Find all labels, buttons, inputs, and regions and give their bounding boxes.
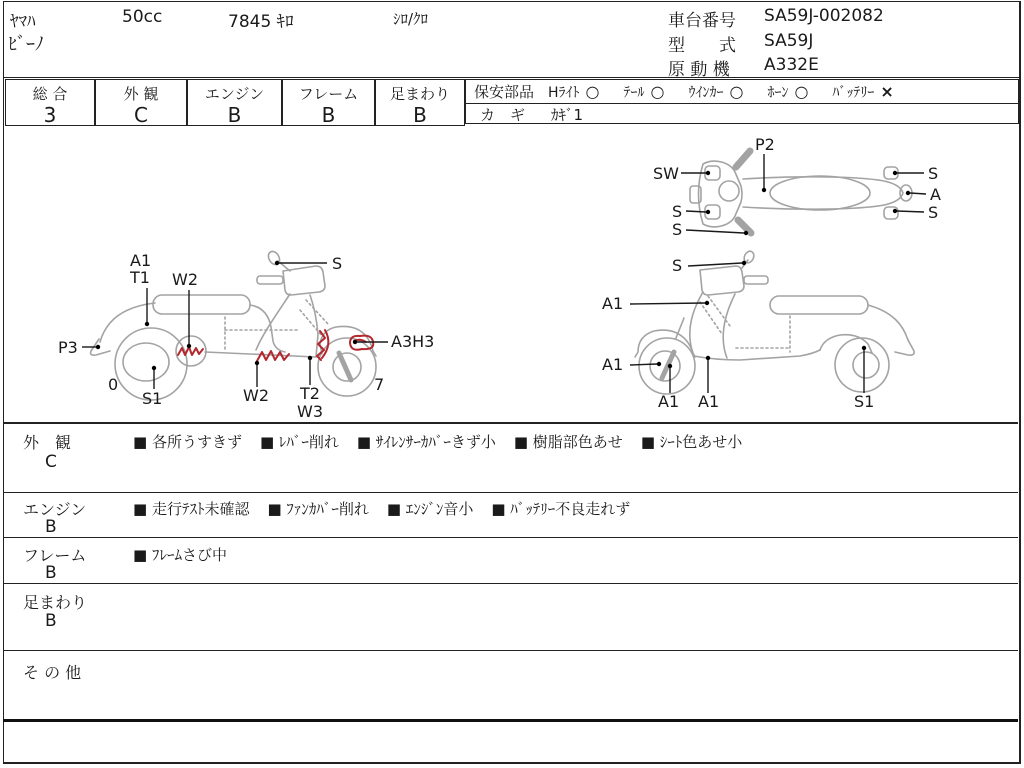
grade-label: 総 合 xyxy=(32,85,68,103)
engine-number: A332E xyxy=(764,55,819,75)
status-ng-icon: × xyxy=(880,81,894,101)
scooter-side-view-left xyxy=(602,250,914,411)
section-grade: B xyxy=(45,611,57,631)
mark-label: A1 xyxy=(602,355,624,374)
mark-label: S xyxy=(672,256,683,275)
mark-label: 0 xyxy=(108,375,119,394)
section-other xyxy=(3,650,1018,722)
mark-label: S xyxy=(928,164,939,183)
status-ok-icon: ○ xyxy=(794,81,809,101)
condition-item: ■ ｴﾝｼﾞﾝ音小 xyxy=(386,500,474,518)
mark-label: W2 xyxy=(172,270,198,289)
maker-name: ﾔﾏﾊ xyxy=(10,12,36,32)
condition-item: ■ ﾌｧﾝｶﾊﾞｰ削れ xyxy=(267,500,369,518)
condition-item: ■ ﾌﾚｰﾑさび中 xyxy=(133,546,227,564)
section-label: 足まわり xyxy=(23,593,88,612)
displacement: 50cc xyxy=(122,7,163,27)
mark-label: A1 xyxy=(130,251,152,270)
scooter-side-view-right xyxy=(58,249,434,421)
condition-item: ■ ｻｲﾚﾝｻｰｶﾊﾞｰきず小 xyxy=(356,433,496,451)
safety-item-name: ﾃｰﾙ xyxy=(623,84,645,101)
safety-item-name: Hﾗｲﾄ xyxy=(548,84,580,101)
damage-mark-w2-hub xyxy=(178,347,203,355)
mark-label: T2 xyxy=(300,384,320,403)
mark-label: W3 xyxy=(297,402,323,421)
condition-item: ■ ﾚﾊﾞｰ削れ xyxy=(259,433,339,451)
mark-label: A xyxy=(930,185,941,204)
section-engine xyxy=(3,492,1018,538)
mark-label: A1 xyxy=(658,392,680,411)
section-frame xyxy=(3,537,1018,584)
mark-label: P2 xyxy=(755,135,775,154)
grade-value: B xyxy=(227,103,242,127)
mark-label: W2 xyxy=(243,386,269,405)
status-ok-icon: ○ xyxy=(585,81,600,101)
scooter-top-view xyxy=(653,135,941,239)
type-number: SA59J xyxy=(764,31,814,51)
grade-label: 外 観 xyxy=(123,85,159,103)
section-label: エンジン xyxy=(23,500,87,519)
section-grade: C xyxy=(45,452,57,472)
grade-label: フレーム xyxy=(298,85,359,103)
section-label: そ の 他 xyxy=(23,663,82,682)
section-undercarriage xyxy=(3,583,1018,651)
condition-item: ■ ﾊﾞｯﾃﾘｰ不良走れず xyxy=(491,500,631,518)
status-ok-icon: ○ xyxy=(650,81,665,101)
mark-label: A1 xyxy=(698,392,720,411)
mark-label: A1 xyxy=(602,294,624,313)
mark-label: S1 xyxy=(854,392,875,411)
mark-label: S xyxy=(332,254,343,273)
type-label: 型 式 xyxy=(668,36,736,56)
section-items xyxy=(133,544,227,565)
mark-label: P3 xyxy=(58,338,78,357)
safety-item-name: ﾊﾞｯﾃﾘｰ xyxy=(832,84,875,101)
model-name: ﾋﾞｰﾉ xyxy=(8,34,44,55)
chassis-number: SA59J-002082 xyxy=(764,6,884,26)
section-items xyxy=(133,498,630,519)
mark-label: T1 xyxy=(130,268,150,287)
mark-label: 7 xyxy=(374,375,385,394)
grade-value: C xyxy=(134,103,148,127)
mark-label: S xyxy=(672,202,683,221)
section-items xyxy=(133,431,742,452)
mark-label: S xyxy=(928,203,939,222)
chassis-label: 車台番号 xyxy=(668,11,736,31)
mark-label: S xyxy=(672,220,683,239)
engine-label: 原 動 機 xyxy=(668,60,730,80)
key-label: カ ギ xyxy=(480,106,526,124)
mark-label: S1 xyxy=(142,389,163,408)
section-grade: B xyxy=(45,563,57,583)
grade-value: 3 xyxy=(43,103,57,127)
mark-label: SW xyxy=(653,164,679,183)
grade-label: 足まわり xyxy=(389,85,450,103)
condition-item: ■ 走行ﾃｽﾄ未確認 xyxy=(133,500,250,518)
section-exterior xyxy=(3,422,1018,494)
section-label: 外 観 xyxy=(23,433,72,452)
safety-item-name: ｳｲﾝｶｰ xyxy=(688,84,724,101)
mileage: 7845 ｷﾛ xyxy=(228,12,294,32)
condition-item: ■ 各所うすきず xyxy=(133,433,242,451)
key-value: ｶｷﾞ1 xyxy=(551,106,584,124)
grade-label: エンジン xyxy=(204,85,265,103)
condition-item: ■ ｼｰﾄ色あせ小 xyxy=(640,433,743,451)
grade-value: B xyxy=(321,103,336,127)
safety-item-name: ﾎｰﾝ xyxy=(767,84,789,101)
condition-item: ■ 樹脂部色あせ xyxy=(513,433,623,451)
status-ok-icon: ○ xyxy=(729,81,744,101)
mark-label: A3H3 xyxy=(391,332,435,351)
grade-value: B xyxy=(413,103,427,127)
safety-parts-title: 保安部品 xyxy=(474,83,535,101)
section-grade: B xyxy=(45,517,57,537)
body-color: ｼﾛ/ｸﾛ xyxy=(393,10,429,28)
section-label: フレーム xyxy=(23,546,87,565)
